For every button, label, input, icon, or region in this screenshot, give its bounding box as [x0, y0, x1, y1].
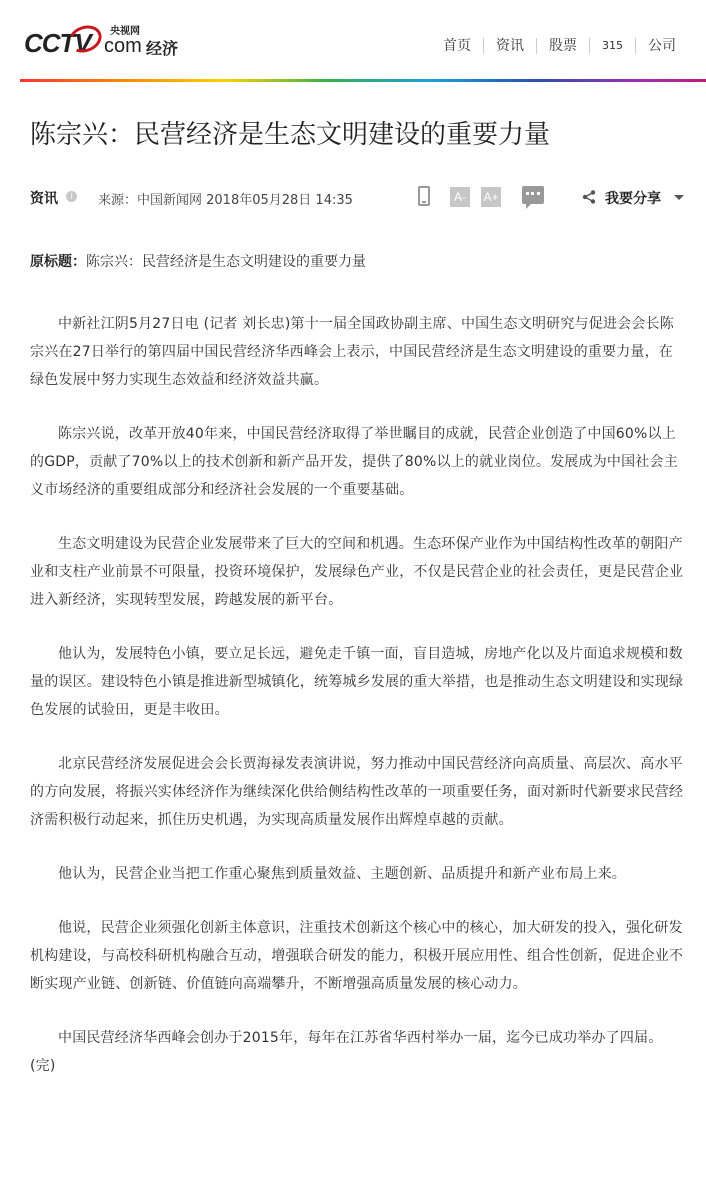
nav-item-company[interactable]: 公司 — [635, 38, 688, 54]
share-button[interactable] — [582, 184, 696, 210]
channel-info-icon: i — [66, 191, 77, 202]
font-increase-button[interactable]: A+ — [481, 187, 501, 207]
logo-yangshi: 央视网 — [110, 26, 140, 37]
article-paragraph: 中新社江阴5月27日电 (记者 刘长忠)第十一届全国政协副主席、中国生态文明研究与促进会会长陈宗兴在27日举行的第四届中国民营经济华西峰会上表示，中国民营经济是生态文明建设的重要力量，在绿色发展中努力实现生态效益和经济效益共赢。 — [30, 316, 674, 388]
nav-item-stocks[interactable]: 股票 — [536, 38, 589, 54]
caret-down-icon — [674, 195, 684, 200]
share-icon — [582, 190, 596, 204]
nav-item-home[interactable]: 首页 — [443, 38, 471, 54]
article-meta-bar — [30, 184, 696, 210]
logo-com: com — [104, 35, 142, 57]
article-title: 陈宗兴：民营经济是生态文明建设的重要力量 — [30, 120, 551, 150]
article-paragraph: 北京民营经济发展促进会会长贾海禄发表演讲说，努力推动中国民营经济向高质量、高层次、高水平的方向发展，将振兴实体经济作为继续深化供给侧结构性改革的一项重要任务，面对新时代新要求民营经济需积极行动起来，抓住历史机遇，为实现高质量发展作出辉煌卓越的贡献。 — [30, 756, 684, 828]
nav-item-315[interactable]: 315 — [589, 38, 635, 54]
top-nav — [431, 38, 688, 54]
article-body — [30, 248, 686, 1106]
article-paragraph: 他认为，发展特色小镇，要立足长远，避免走千镇一面，盲目造城，房地产化以及片面追求规模和数量的误区。建设特色小镇是推进新型城镇化，统筹城乡发展的重大举措，也是推动生态文明建设和实现绿色发展的试验田，更是丰收田。 — [30, 646, 684, 718]
share-label: 我要分享 — [605, 191, 661, 207]
original-title-text: 陈宗兴：民营经济是生态文明建设的重要力量 — [86, 254, 366, 270]
article-paragraph: 他说，民营企业须强化创新主体意识，注重技术创新这个核心中的核心，加大研发的投入，强化研发机构建设，与高校科研机构融合互动，增强联合研发的能力，积极开展应用性、组合性创新，促进企业不断实现产业链、创新链、价值链向高端攀升，不断增强高质量发展的核心动力。 — [30, 920, 684, 992]
site-header — [0, 0, 706, 84]
nav-item-news[interactable]: 资讯 — [483, 38, 536, 54]
original-title-line — [30, 248, 686, 276]
comment-icon[interactable] — [522, 186, 544, 204]
cctv-economy-logo[interactable] — [24, 22, 194, 62]
mobile-phone-icon[interactable] — [418, 186, 430, 206]
logo-section: 经济 — [146, 39, 179, 58]
channel-link[interactable]: 资讯 — [30, 191, 58, 207]
article-paragraph: 陈宗兴说，改革开放40年来，中国民营经济取得了举世瞩目的成就，民营企业创造了中国60%以上的GDP，贡献了70%以上的技术创新和新产品开发，提供了80%以上的就业岗位。发展成为中国社会主义市场经济的重要组成部分和经济社会发展的一个重要基础。 — [30, 426, 678, 498]
article-source: 来源：中国新闻网 2018年05月28日 14:35 — [98, 193, 353, 208]
article-paragraph: 他认为，民营企业当把工作重心聚焦到质量效益、主题创新、品质提升和新产业布局上来。 — [58, 866, 626, 882]
article-paragraph: 中国民营经济华西峰会创办于2015年，每年在江苏省华西村举办一届，迄今已成功举办了四届。(完) — [30, 1030, 663, 1074]
rainbow-divider — [20, 79, 706, 82]
article-paragraph: 生态文明建设为民营企业发展带来了巨大的空间和机遇。生态环保产业作为中国结构性改革的朝阳产业和支柱产业前景不可限量，投资环境保护，发展绿色产业，不仅是民营企业的社会责任，更是民营企业进入新经济，实现转型发展，跨越发展的新平台。 — [30, 536, 684, 608]
font-decrease-button[interactable]: A- — [450, 187, 470, 207]
logo-brand: CCTV — [24, 28, 91, 58]
original-title-label: 原标题： — [30, 254, 86, 270]
